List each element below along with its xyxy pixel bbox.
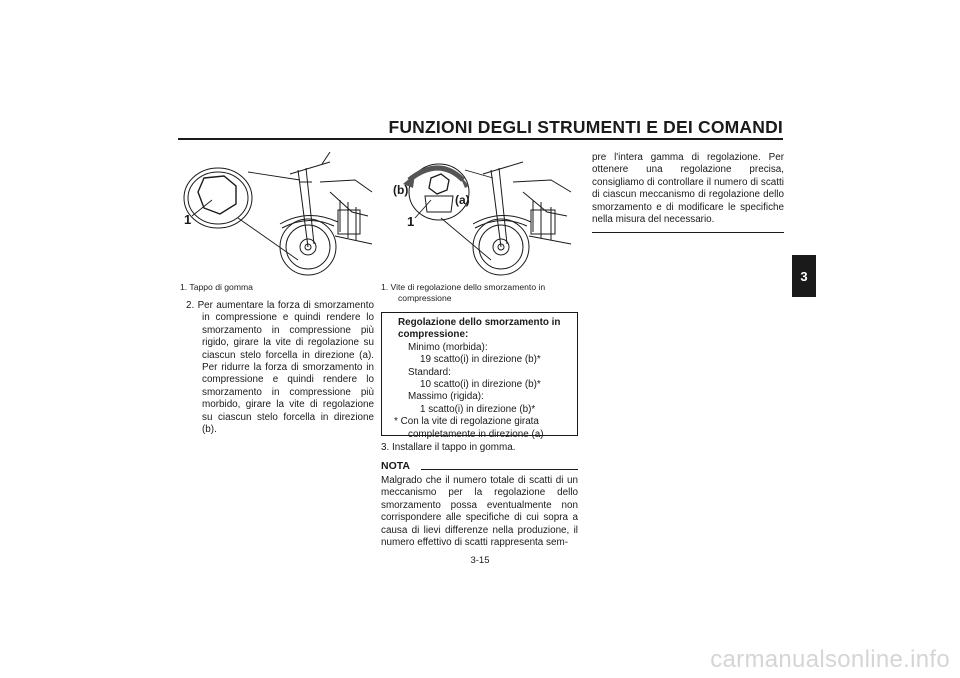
nota-label: NOTA [381,460,410,472]
callout-1: 1 [407,214,415,229]
label-b: (b) [393,183,409,197]
step-2-text: 2. Per aumentare la forza di smorzamento in compressione e quindi rendere lo smorzamento in compressione più rigido, girare la vite di regolazione su ciascun stelo forcella in direzione (a). Per ridurre la forza di smorzamento in compressione e quindi rendere lo smorzamento in compressione più morbido, girare la vite di regolazione su ciascun stelo forcella in direzione (b). [186,300,374,436]
motorcycle-fork-illustration [180,152,375,278]
figure-caption-rubber-cap: 1. Tappo di gomma [180,282,253,292]
motorcycle-adjuster-illustration [381,152,576,278]
callout-1: 1 [184,212,192,227]
rotation-arrow-icon [409,168,463,180]
chapter-tab: 3 [792,255,816,297]
page-number: 3-15 [470,555,490,566]
header-rule [178,138,783,140]
page-title: FUNZIONI DEGLI STRUMENTI E DEI COMANDI [388,117,783,137]
figure-rubber-cap [180,152,375,278]
spec-box [381,312,578,440]
spec-title-line1: Regolazione dello smorzamento in [398,317,561,328]
figure-compression-adjuster [381,152,576,278]
spec-max-value: 1 scatto(i) in direzione (b)* [420,403,536,415]
label-a: (a) [455,193,470,207]
spec-min-label: Minimo (morbida): [408,341,488,353]
nota-heading [381,460,578,472]
spec-note-line1: * Con la vite di regolazione girata [394,416,539,428]
spec-std-label: Standard: [408,366,451,378]
spec-min-value: 19 scatto(i) in direzione (b)* [420,354,541,366]
step-3-text: 3. Installare il tappo in gomma. [381,442,516,453]
spec-max-label: Massimo (rigida): [408,391,484,403]
spec-std-value: 10 scatto(i) in direzione (b)* [420,379,541,391]
nota-rule [421,469,578,470]
spec-title-line2: compressione: [398,329,469,341]
right-column-rule [592,232,784,233]
spec-note-line2: completamente in direzione (a) [408,428,544,440]
nota-text: Malgrado che il numero totale di scatti di un meccanismo per la regolazione dello smorzamento possa eventualmente non corrispondere alle specifiche di cui sopra a causa di lievi differenze nella produzione, il numero effettivo di scatti rappresenta sem- [381,475,578,549]
right-column-text: pre l'intera gamma di regolazione. Per ottenere una regolazione precisa, consigliamo di controllare il numero di scatti di ciascun meccanismo di regolazione dello smorzamento e di modificare le specifiche nella misura del necessario. [592,152,784,226]
figure-caption-adjuster: 1. Vite di regolazione dello smorzamento in compressione [381,282,546,303]
watermark: carmanualsonline.info [710,646,950,673]
